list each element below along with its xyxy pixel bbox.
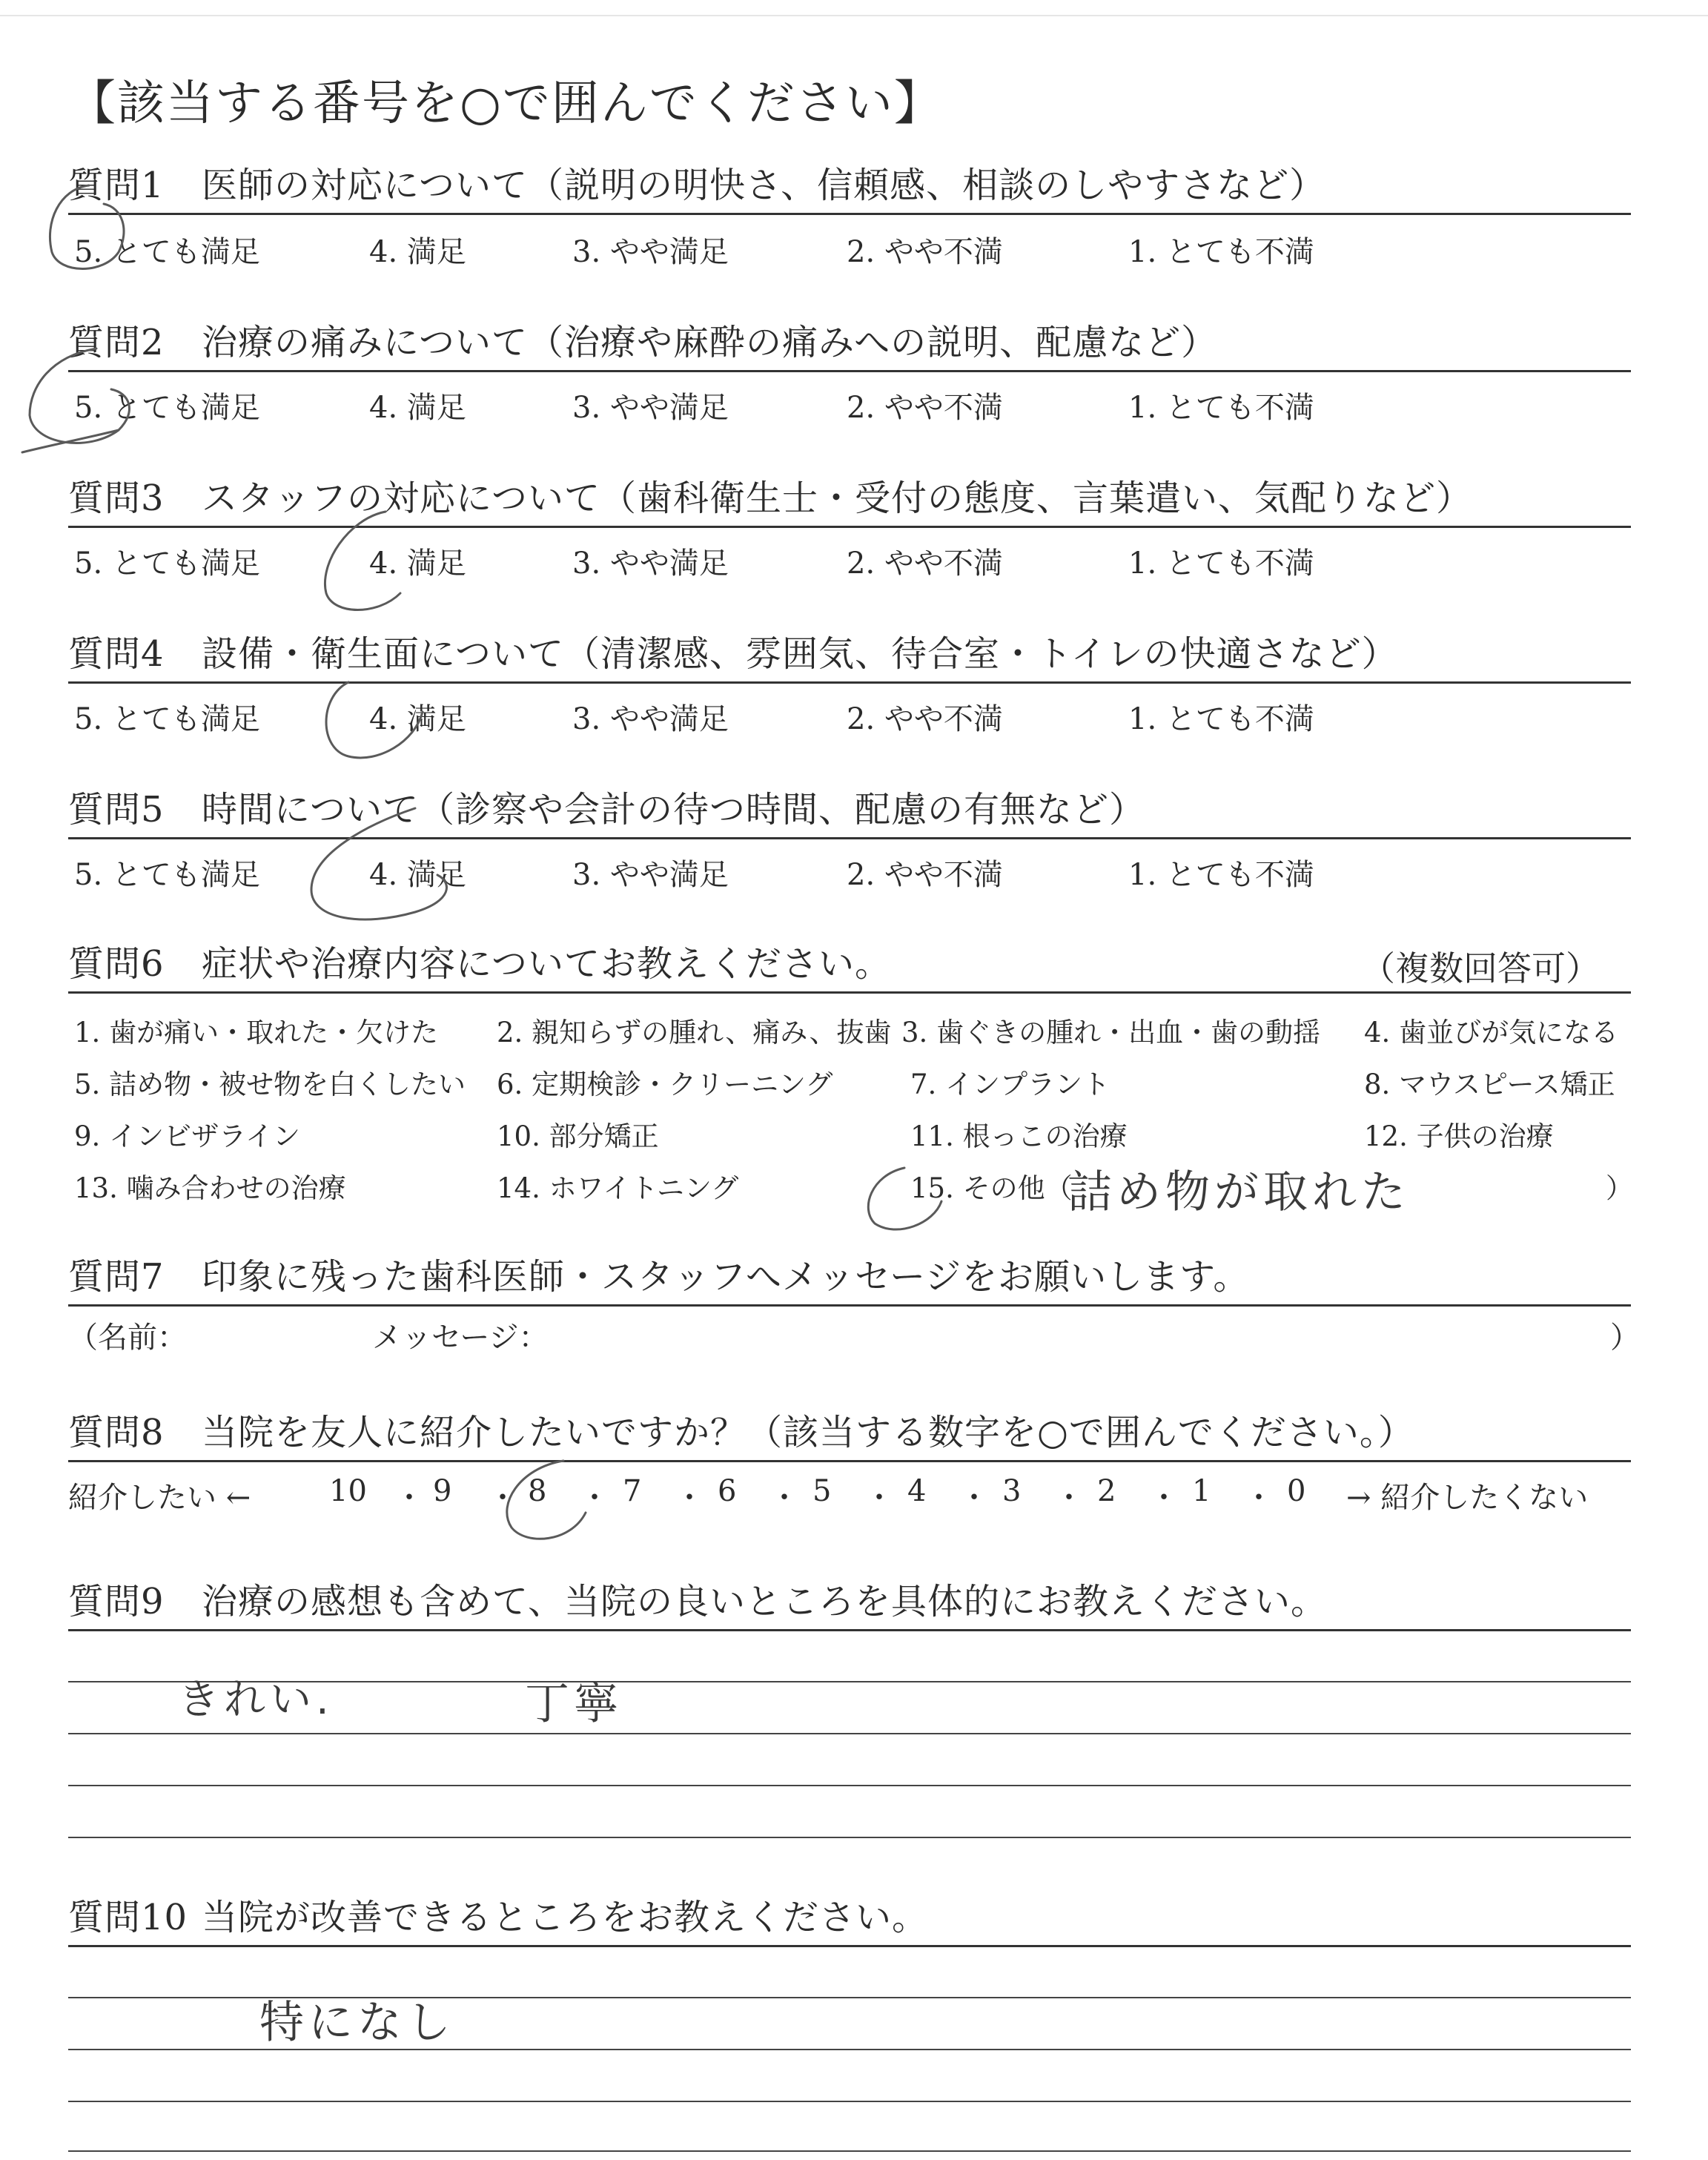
q5-option-3[interactable]: 3. やや満足 [572, 858, 729, 892]
q6-option-1[interactable]: 1. 歯が痛い・取れた・欠けた [74, 1017, 439, 1048]
q6-option-5[interactable]: 5. 詰め物・被せ物を白くしたい [74, 1069, 466, 1100]
q8-value-6[interactable]: 6 [718, 1474, 737, 1508]
q8-value-1[interactable]: 1 [1192, 1474, 1211, 1508]
q1-text: 医師の対応について（説明の明快さ、信頼感、相談のしやすさなど） [202, 165, 1326, 206]
q6-multiple-note: （複数回答可） [1361, 948, 1600, 988]
q9-handwriting-2[interactable]: 丁寧 [525, 1678, 623, 1730]
q2-option-2[interactable]: 2. やや不満 [847, 391, 1003, 425]
q6-option-9[interactable]: 9. インビザライン [74, 1120, 300, 1152]
q6-option-8[interactable]: 8. マウスピース矯正 [1364, 1069, 1615, 1100]
q8-value-2[interactable]: 2 [1097, 1474, 1116, 1508]
q8-text: 当院を友人に紹介したいですか？（該当する数字を○で囲んでください。） [202, 1412, 1414, 1453]
q2-option-4[interactable]: 4. 満足 [369, 391, 466, 425]
q3-option-3[interactable]: 3. やや満足 [572, 546, 729, 581]
q6-option-3[interactable]: 3. 歯ぐきの腫れ・出血・歯の動揺 [901, 1017, 1321, 1048]
q9-number: 質問9 [68, 1581, 165, 1622]
q5-circle-mark [311, 808, 446, 919]
q7-name-label: （名前： [68, 1321, 187, 1355]
q6-other-handwriting[interactable]: 詰め物が取れた [1068, 1166, 1410, 1218]
q8-right-label: → 紹介したくない [1346, 1481, 1589, 1515]
q8-dot: ・ [1149, 1481, 1179, 1515]
q8-circle-mark [507, 1461, 586, 1539]
q3-option-1[interactable]: 1. とても不満 [1128, 546, 1314, 581]
q5-number: 質問5 [68, 789, 165, 830]
q4-option-4[interactable]: 4. 満足 [369, 702, 466, 736]
q8-value-4[interactable]: 4 [907, 1474, 927, 1508]
q2-option-1[interactable]: 1. とても不満 [1128, 391, 1314, 425]
q2-number: 質問2 [68, 322, 165, 363]
q4-text: 設備・衛生面について（清潔感、雰囲気、待合室・トイレの快適さなど） [202, 633, 1398, 675]
q2-stray-mark [22, 430, 119, 452]
q6-option-6[interactable]: 6. 定期検診・クリーニング [497, 1069, 833, 1100]
q3-circle-mark [325, 512, 400, 610]
q8-value-9[interactable]: 9 [433, 1474, 452, 1508]
q1-circle-mark [50, 185, 124, 269]
q3-option-5[interactable]: 5. とても満足 [74, 546, 260, 581]
q8-dot: ・ [1054, 1481, 1084, 1515]
q7-close-paren: ） [1610, 1321, 1640, 1355]
q6-option-14[interactable]: 14. ホワイトニング [497, 1172, 739, 1204]
q2-circle-mark [30, 349, 129, 443]
q8-value-10[interactable]: 10 [329, 1474, 367, 1508]
q8-left-label: 紹介したい ← [68, 1481, 251, 1515]
q10-text: 当院が改善できるところをお教えください。 [202, 1897, 929, 1938]
q1-option-1[interactable]: 1. とても不満 [1128, 235, 1314, 269]
q3-text: スタッフの対応について（歯科衛生士・受付の態度、言葉遣い、気配りなど） [202, 478, 1473, 519]
q7-message-label: メッセージ： [372, 1321, 549, 1355]
q6-option-15-close: ） [1606, 1172, 1633, 1204]
q6-number: 質問6 [68, 943, 165, 985]
q6-option-7[interactable]: 7. インプラント [910, 1069, 1110, 1100]
q1-option-4[interactable]: 4. 満足 [369, 235, 466, 269]
q5-option-5[interactable]: 5. とても満足 [74, 858, 260, 892]
q8-dot: ・ [959, 1481, 989, 1515]
q4-option-1[interactable]: 1. とても不満 [1128, 702, 1314, 736]
q1-option-2[interactable]: 2. やや不満 [847, 235, 1003, 269]
q6-text: 症状や治療内容についてお教えください。 [202, 943, 892, 985]
q5-option-2[interactable]: 2. やや不満 [847, 858, 1003, 892]
q1-option-3[interactable]: 3. やや満足 [572, 235, 729, 269]
q9-text: 治療の感想も含めて、当院の良いところを具体的にお教えください。 [202, 1581, 1328, 1622]
q3-number: 質問3 [68, 478, 165, 519]
q1-option-5[interactable]: 5. とても満足 [74, 235, 260, 269]
q6-option-13[interactable]: 13. 噛み合わせの治療 [74, 1172, 346, 1204]
q3-option-2[interactable]: 2. やや不満 [847, 546, 1003, 581]
q8-value-7[interactable]: 7 [623, 1474, 642, 1508]
q8-value-0[interactable]: 0 [1287, 1474, 1306, 1508]
q6-option-12[interactable]: 12. 子供の治療 [1364, 1120, 1554, 1152]
q8-dot: ・ [675, 1481, 704, 1515]
q4-number: 質問4 [68, 633, 165, 675]
q2-option-3[interactable]: 3. やや満足 [572, 391, 729, 425]
q6-option-10[interactable]: 10. 部分矯正 [497, 1120, 659, 1152]
q5-option-4[interactable]: 4. 満足 [369, 858, 466, 892]
q5-option-1[interactable]: 1. とても不満 [1128, 858, 1314, 892]
q6-option-2[interactable]: 2. 親知らずの腫れ、痛み、抜歯 [497, 1017, 892, 1048]
q8-dot: ・ [394, 1481, 424, 1515]
q4-circle-mark [326, 682, 423, 758]
q4-option-2[interactable]: 2. やや不満 [847, 702, 1003, 736]
q7-text: 印象に残った歯科医師・スタッフへメッセージをお願いします。 [202, 1256, 1250, 1298]
instruction-heading: 【該当する番号を○で囲んでください】 [68, 76, 943, 131]
q4-option-5[interactable]: 5. とても満足 [74, 702, 260, 736]
q5-text: 時間について（診察や会計の待つ時間、配慮の有無など） [202, 789, 1146, 830]
q2-text: 治療の痛みについて（治療や麻酔の痛みへの説明、配慮など） [202, 322, 1218, 363]
q8-value-3[interactable]: 3 [1002, 1474, 1022, 1508]
q8-dot: ・ [1244, 1481, 1274, 1515]
q3-option-4[interactable]: 4. 満足 [369, 546, 466, 581]
q7-number: 質問7 [68, 1256, 165, 1298]
q6-circle-mark [868, 1168, 941, 1229]
q10-handwriting[interactable]: 特になし [259, 1997, 455, 2049]
q8-number: 質問8 [68, 1412, 165, 1453]
q8-dot: ・ [580, 1481, 609, 1515]
q8-dot: ・ [864, 1481, 894, 1515]
q10-number: 質問10 [68, 1897, 188, 1938]
q8-dot: ・ [769, 1481, 799, 1515]
q8-value-8[interactable]: 8 [528, 1474, 547, 1508]
q9-handwriting-1[interactable]: きれい. [178, 1676, 334, 1724]
q8-value-5[interactable]: 5 [812, 1474, 832, 1508]
q6-option-11[interactable]: 11. 根っこの治療 [910, 1120, 1128, 1152]
q6-option-4[interactable]: 4. 歯並びが気になる [1364, 1017, 1619, 1048]
q1-number: 質問1 [68, 165, 165, 206]
q4-option-3[interactable]: 3. やや満足 [572, 702, 729, 736]
q2-option-5[interactable]: 5. とても満足 [74, 391, 260, 425]
q8-dot: ・ [488, 1481, 517, 1515]
q6-option-15[interactable]: 15. その他（ [910, 1172, 1073, 1204]
